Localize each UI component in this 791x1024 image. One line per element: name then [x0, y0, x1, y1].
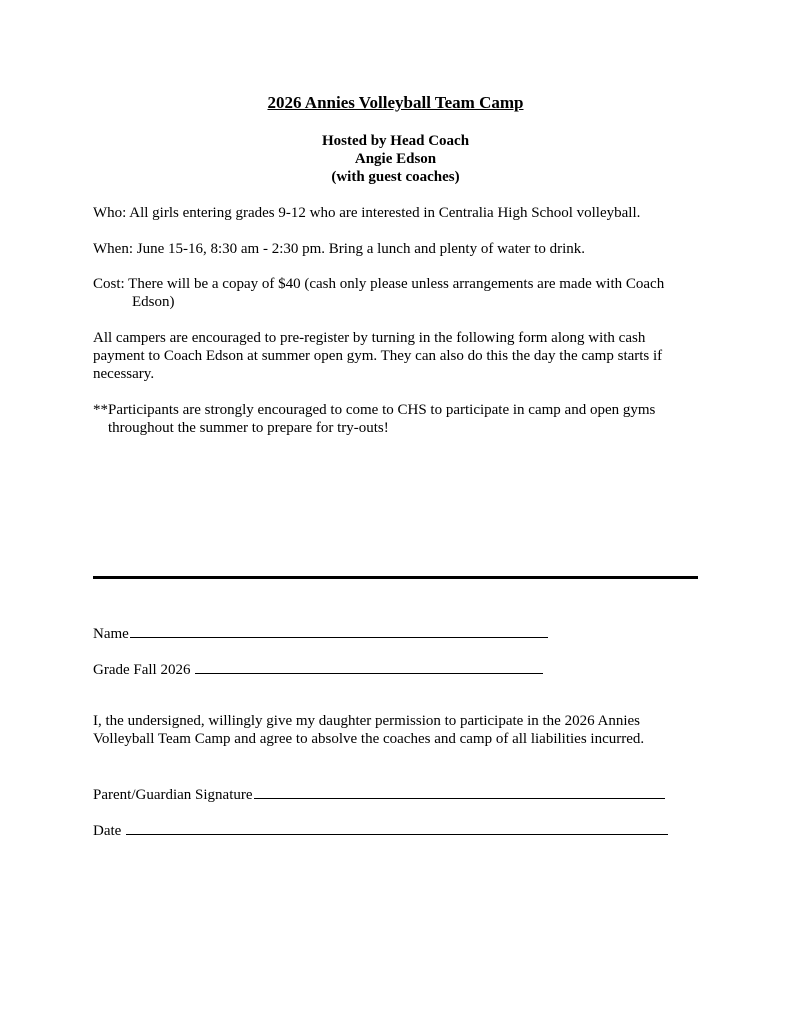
register-line-2: payment to Coach Edson at summer open gym. They can also do this the day the camp starts if — [93, 348, 663, 364]
grade-blank-line[interactable] — [195, 659, 543, 674]
section-divider — [93, 576, 698, 579]
consent-line-2: Volleyball Team Camp and agree to absolve the coaches and camp of all liabilities incurred. — [93, 731, 645, 747]
host-line-1: Hosted by Head Coach — [321, 133, 470, 149]
host-line-2: Angie Edson — [354, 151, 437, 167]
date-blank-line[interactable] — [126, 820, 668, 835]
name-label: Name — [93, 626, 129, 642]
date-label: Date — [93, 823, 122, 839]
host-line-3: (with guest coaches) — [331, 169, 460, 185]
name-field — [93, 623, 548, 643]
participants-line-1: **Participants are strongly encouraged to come to CHS to participate in camp and open gyms — [93, 402, 656, 418]
signature-field — [93, 784, 665, 804]
page-title: 2026 Annies Volleyball Team Camp — [267, 93, 524, 112]
participants-line-2: throughout the summer to prepare for try-outs! — [108, 420, 389, 436]
register-line-3: necessary. — [93, 366, 155, 382]
signature-blank-line[interactable] — [254, 784, 665, 799]
when-paragraph: When: June 15-16, 8:30 am - 2:30 pm. Bring a lunch and plenty of water to drink. — [93, 241, 585, 257]
consent-line-1: I, the undersigned, willingly give my daughter permission to participate in the 2026 Annies — [93, 713, 640, 729]
name-blank-line[interactable] — [130, 623, 548, 638]
signature-label: Parent/Guardian Signature — [93, 787, 253, 803]
cost-line-2: Edson) — [132, 294, 175, 310]
grade-label: Grade Fall 2026 — [93, 662, 191, 678]
cost-line-1: Cost: There will be a copay of $40 (cash only please unless arrangements are made with Coach — [93, 276, 665, 292]
who-paragraph: Who: All girls entering grades 9-12 who are interested in Centralia High School volleyball. — [93, 205, 641, 221]
grade-field — [93, 659, 543, 679]
register-line-1: All campers are encouraged to pre-register by turning in the following form along with cash — [93, 330, 646, 346]
date-field — [93, 820, 668, 840]
